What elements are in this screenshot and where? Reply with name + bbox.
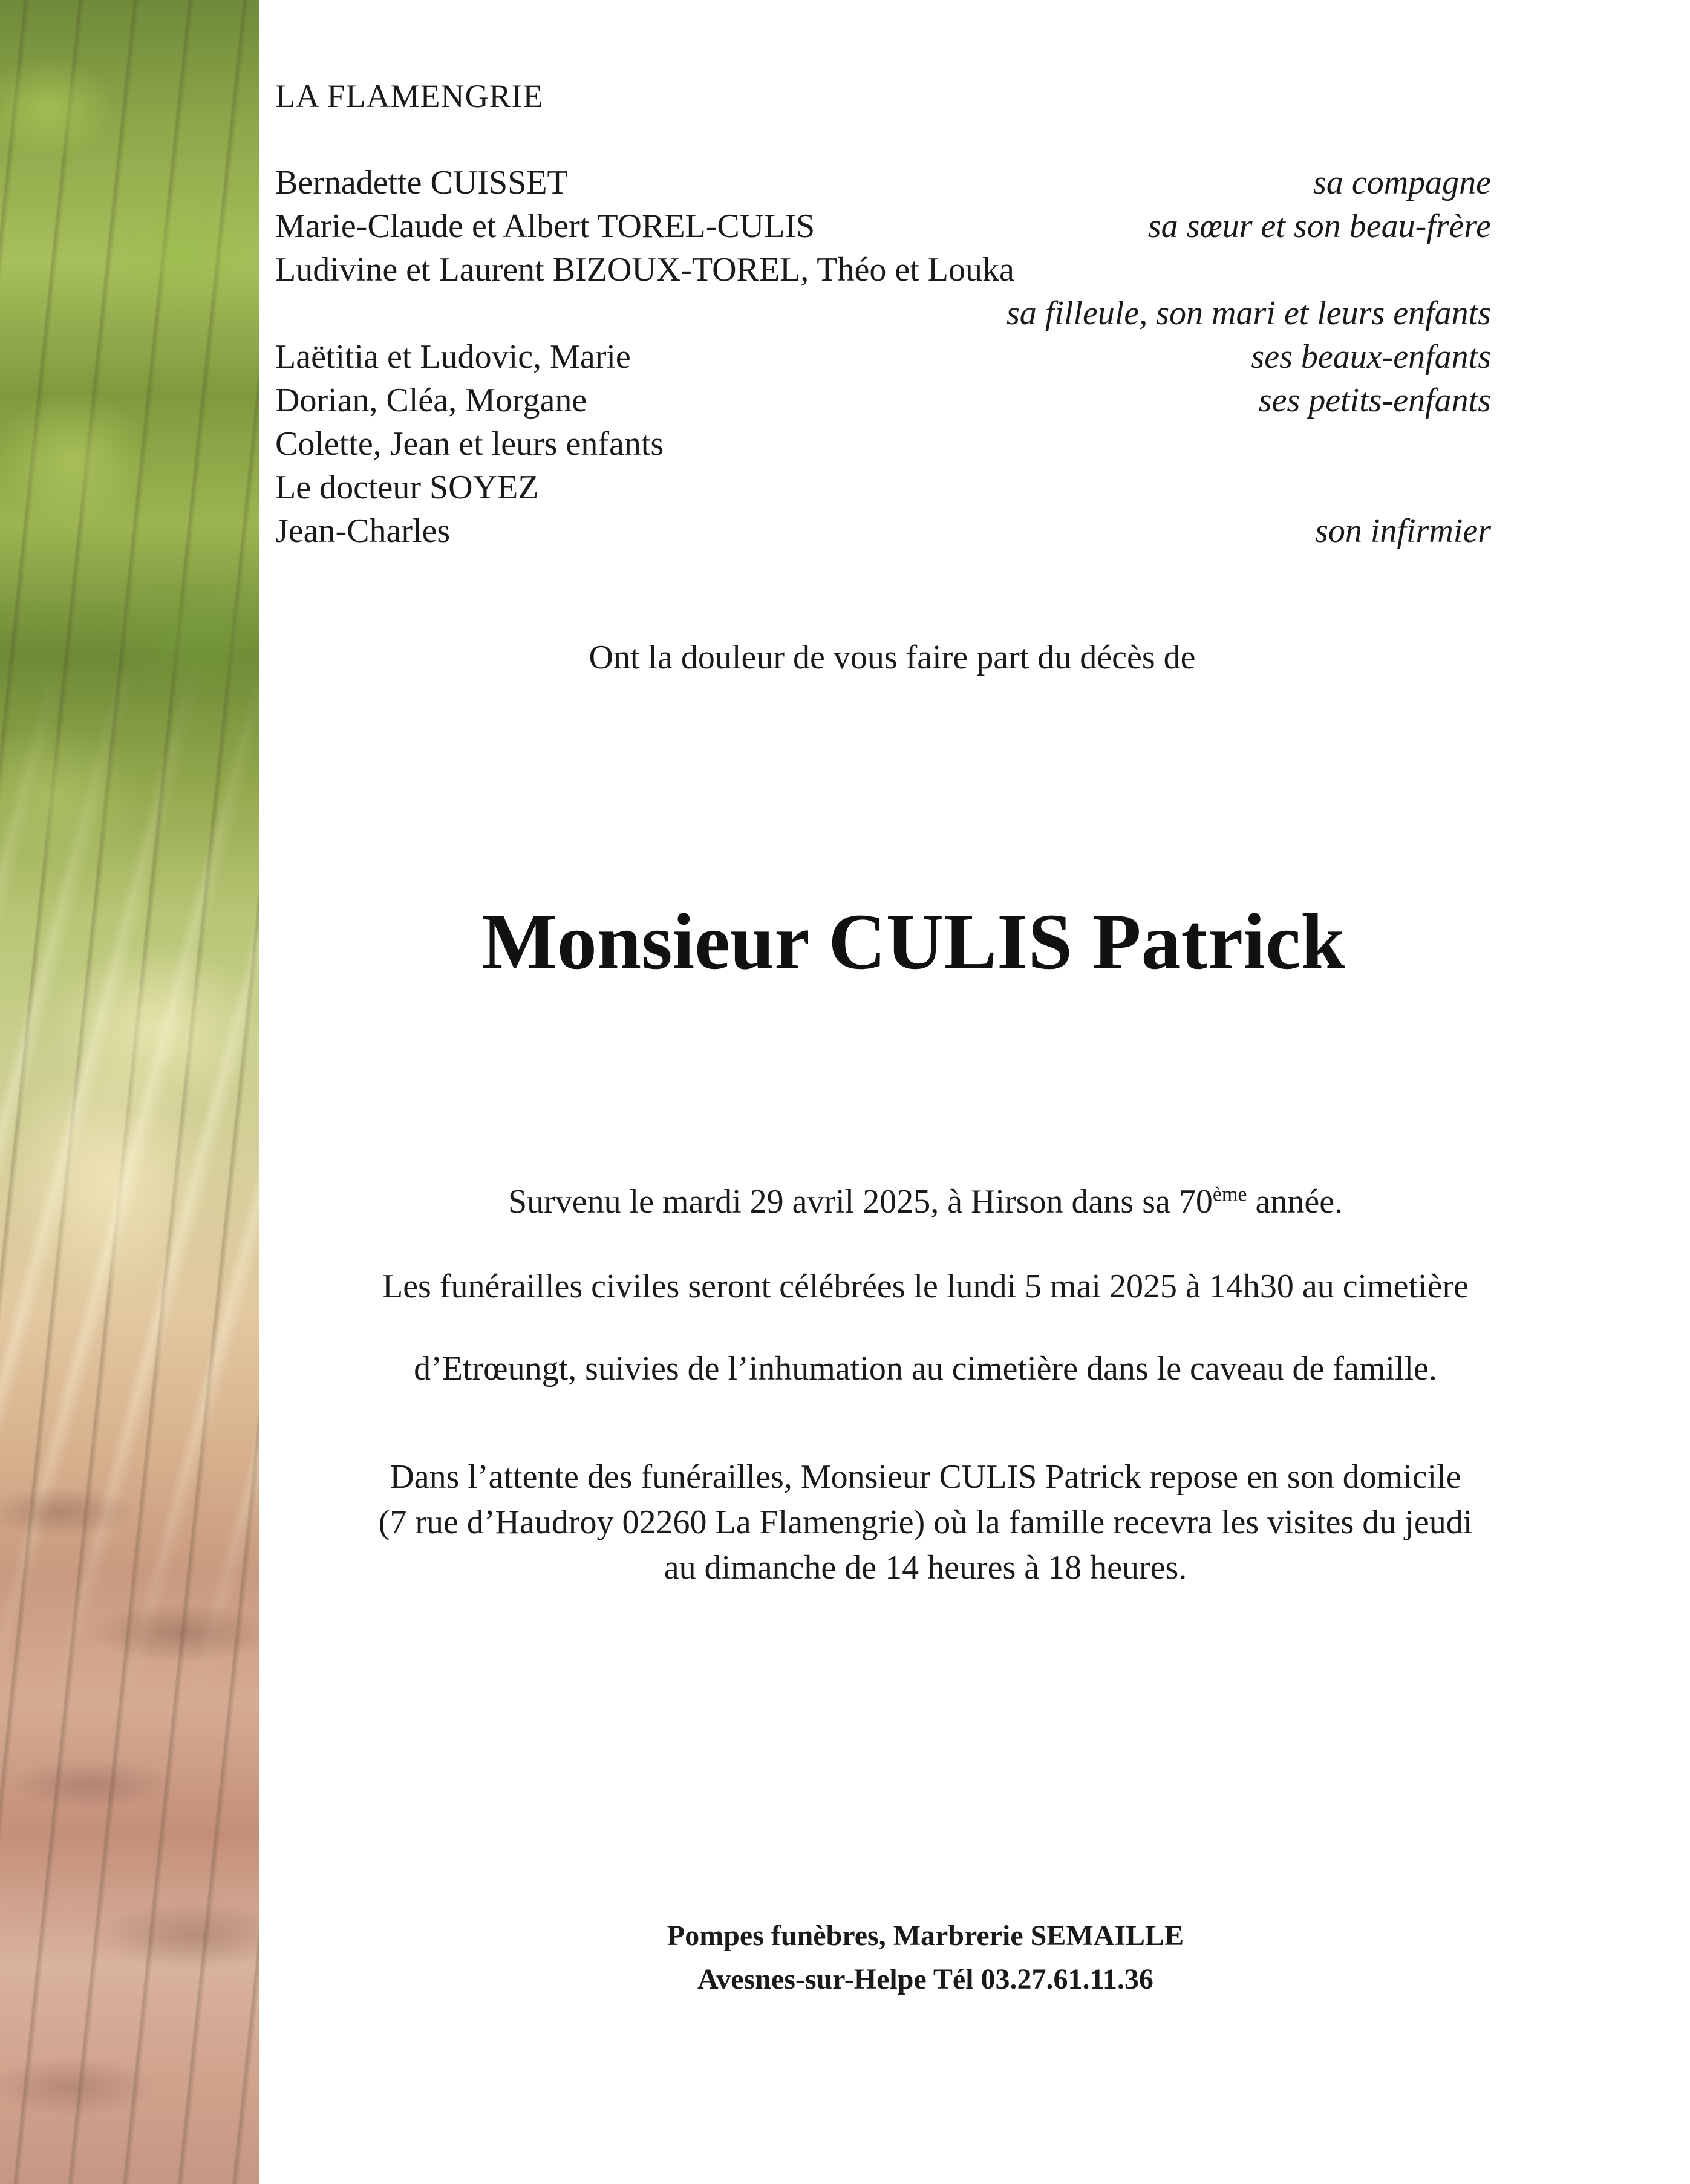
announcement-content [275,0,1642,2184]
family-member-name: Dorian, Cléa, Morgane [275,382,587,419]
path-shadows-texture [0,0,259,2184]
family-member-name: Colette, Jean et leurs enfants [275,425,664,463]
deceased-name: Monsieur CULIS Patrick [481,897,1345,986]
funeral-line-1: Les funérailles civiles seront célébrées le lundi 5 mai 2025 à 14h30 au cimetière [382,1268,1469,1305]
family-member-name: Le docteur SOYEZ [275,469,539,506]
forest-path-image [0,0,259,2184]
rest-info-line-1: Dans l’attente des funérailles, Monsieur CULIS Patrick repose en son domicile [390,1458,1461,1496]
funeral-home-name: Pompes funèbres, Marbrerie SEMAILLE [667,1920,1184,1952]
family-line [275,509,1491,553]
death-date-text-end: année. [1247,1183,1343,1221]
town-name: LA FLAMENGRIE [275,78,544,114]
family-member-name: Laëtitia et Ludovic, Marie [275,338,631,376]
funeral-home-contact: Avesnes-sur-Helpe Tél 03.27.61.11.36 [697,1963,1153,1995]
family-line [275,466,1491,509]
family-member-relation: ses petits-enfants [1258,382,1491,419]
funeral-line-2: d’Etrœungt, suivies de l’inhumation au cimetière dans le caveau de famille. [414,1350,1437,1387]
family-member-name: Marie-Claude et Albert TOREL-CULIS [275,207,815,245]
family-line [275,204,1491,248]
rest-info-line-2: (7 rue d’Haudroy 02260 La Flamengrie) où la famille recevra les visites du jeudi [378,1504,1473,1541]
family-line [275,248,1491,292]
death-date-text: Survenu le mardi 29 avril 2025, à Hirson dans sa 70 [507,1183,1213,1221]
family-member-relation: son infirmier [1315,512,1491,550]
family-line [275,292,1491,335]
family-member-name: Jean-Charles [275,512,451,550]
family-member-relation: sa compagne [1313,164,1491,201]
family-line [275,161,1491,204]
ordinal-suffix: ème [1212,1183,1247,1206]
family-line [275,379,1491,422]
announcement-intro: Ont la douleur de vous faire part du décès de [589,639,1196,676]
family-member-name: Bernadette CUISSET [275,164,568,201]
family-member-relation: sa filleule, son mari et leurs enfants [1006,295,1491,332]
family-line [275,335,1491,379]
family-list [275,161,1491,553]
family-line [275,422,1491,466]
rest-info-line-3: au dimanche de 14 heures à 18 heures. [664,1549,1187,1586]
family-member-relation: sa sœur et son beau-frère [1147,207,1491,245]
family-member-relation: ses beaux-enfants [1251,338,1491,376]
family-member-name: Ludivine et Laurent BIZOUX-TOREL, Théo et Louka [275,251,1014,288]
funeral-home-info [275,1914,1576,2001]
death-date-line [275,1182,1576,1221]
